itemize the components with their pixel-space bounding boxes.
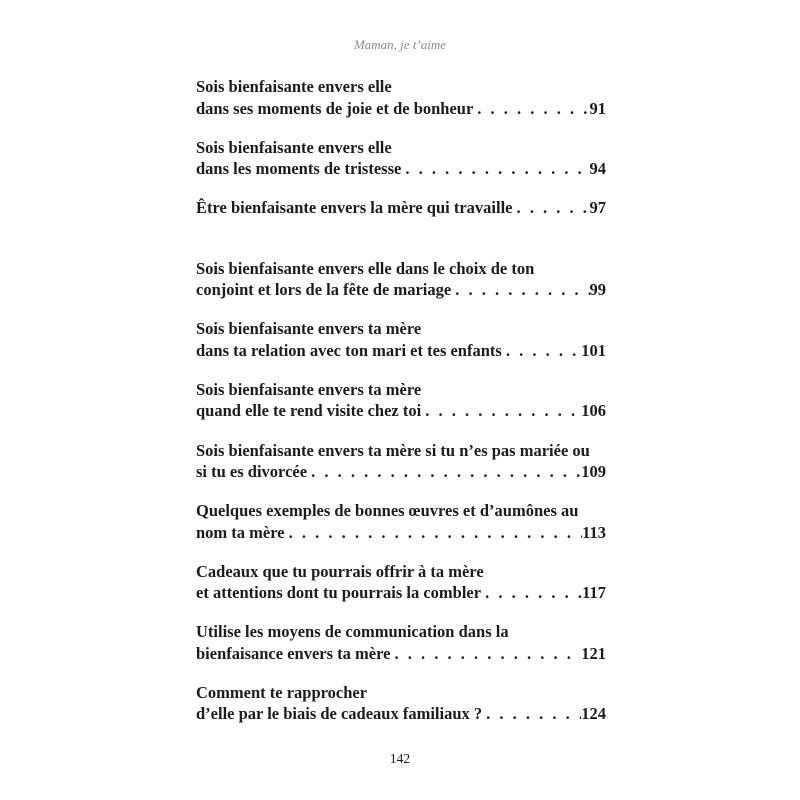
toc-entry[interactable] [196,436,606,497]
toc-entry[interactable] [196,375,606,436]
dot-leader [421,400,581,422]
toc-entry[interactable] [196,496,606,557]
dot-leader [513,197,590,219]
toc-entry-line: dans ses moments de joie et de bonheur [196,98,474,118]
toc-entry-line: Quelques exemples de bonnes œuvres et d’aumônes au [196,501,579,521]
toc-entry[interactable] [196,314,606,375]
toc-entry-line: quand elle te rend visite chez toi [196,401,422,421]
toc-entry-line: et attentions dont tu pourrais la combler [196,583,482,603]
toc-entry-line: Sois bienfaisante envers ta mère [196,319,422,339]
toc-entry-line: Sois bienfaisante envers ta mère [196,379,422,399]
toc-page-number: 113 [582,522,606,542]
toc-entry-line: Être bienfaisante envers la mère qui travaille [196,198,513,218]
toc-entry-line: Sois bienfaisante envers ta mère si tu n’es pas mariée ou [196,440,590,460]
page-number-footer: 142 [389,751,411,766]
toc-page-number: 109 [581,462,606,482]
toc-page-number: 101 [581,340,606,360]
dot-leader [390,643,581,665]
toc-entry-line: nom ta mère [196,522,285,542]
toc-entry[interactable] [196,617,606,678]
toc-entry-line: si tu es divorcée [196,462,308,482]
toc-entry[interactable] [196,133,606,194]
dot-leader [307,461,581,483]
dot-leader [481,582,582,604]
dot-leader [285,522,583,544]
dot-leader [482,703,581,725]
toc-page-number: 99 [589,280,606,300]
toc-entry-line: Comment te rapprocher [196,682,368,702]
toc-page-number: 94 [589,159,606,179]
dot-leader [401,158,589,180]
toc-page-number: 121 [581,643,606,663]
toc-entry-line: conjoint et lors de la fête de mariage [196,280,452,300]
toc-page-number: 124 [581,704,606,724]
running-head: Maman, je t’aime [353,37,447,52]
toc-page-number: 117 [582,583,606,603]
toc-entry-line: Sois bienfaisante envers elle [196,77,392,96]
toc-entry-line: dans ta relation avec ton mari et tes enfants [196,340,502,360]
toc-entry-line: Sois bienfaisante envers elle [196,137,392,157]
dot-leader [502,340,581,362]
toc-entry-line: bienfaisance envers ta mère [196,643,391,663]
toc-entry[interactable] [196,193,606,254]
table-of-contents [196,72,606,739]
toc-entry[interactable] [196,678,606,739]
toc-entry[interactable] [196,254,606,315]
toc-entry-line: Utilise les moyens de communication dans la [196,622,509,642]
toc-entry[interactable] [196,72,606,133]
dot-leader [451,279,589,301]
toc-entry-line: Sois bienfaisante envers elle dans le choix de ton [196,258,535,278]
dot-leader [473,98,589,120]
toc-entry-line: Cadeaux que tu pourrais offrir à ta mère [196,561,484,581]
toc-entry-line: d’elle par le biais de cadeaux familiaux ? [196,704,483,724]
toc-entry[interactable] [196,557,606,618]
toc-entry-line: dans les moments de tristesse [196,159,402,179]
toc-page-number: 91 [589,98,606,118]
toc-page-number: 106 [581,401,606,421]
toc-page-number: 97 [589,198,606,218]
